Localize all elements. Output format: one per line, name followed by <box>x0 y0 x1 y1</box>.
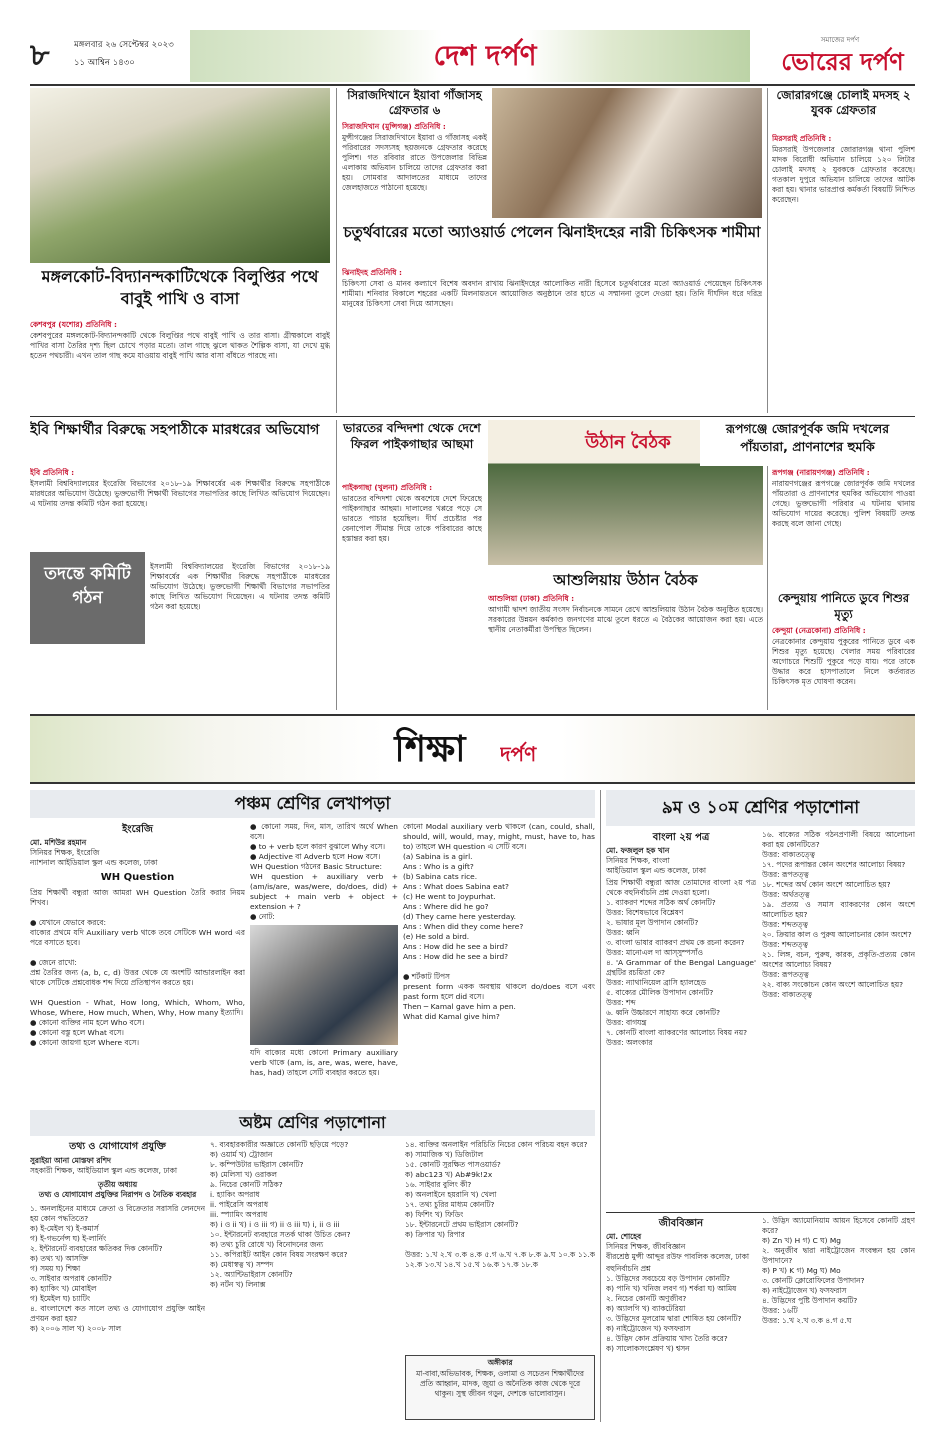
arrest-byline: সিরাজদিখান (মুন্সিগঞ্জ) প্রতিনিধি : <box>342 122 446 131</box>
award-byline: ঝিনাইদহ প্রতিনিধি : <box>342 268 402 277</box>
bio-rule <box>606 1212 915 1213</box>
education-banner-title: শিক্ষা <box>394 729 466 770</box>
babui-photo <box>30 88 330 263</box>
class9-bangla-col2: ১৬. বাক্যের সঠিক গঠনপ্রণালী বিষয়ে আলোচনা করা হয় কোনটিতে? উত্তর: বাক্যতত্ত্বে ১৭. পদের রূপান্তর কোন অংশের আলোচ্য বিষয়? উত্তর: রূপতত্ত্ব ১৮. শব্দের অর্থ কোন অংশে আলোচিত হয়? উত্তর: অর্থতত্ত্ব ১৯. প্রত্যয় ও সমাস ব্যাকরণের কোন অংশে আলোচিত হয়? উত্তর: শব্দতত্ত্ব ২০. ক্রিয়ার কাল ও পুরুষ আলোচনার কোন অংশে? উত্তর: শব্দতত্ত্ব ২১. লিঙ্গ, বচন, পুরুষ, কারক, প্রকৃতি-প্রত্যয় কোন অংশের আলোচ্য বিষয়? উত্তর: রূপতত্ত্ব ২২. বাক্য সংকোচন কোন অংশে আলোচিত হয়? উত্তর: বাক্যতত্ত্ব <box>762 830 915 999</box>
class9-bio-col2: ১. উদ্ভিদ অ্যামোনিয়াম আয়ন হিসেবে কোনটি গ্রহণ করে? ক) Zn খ) H গ) C ঘ) Mg ২. অনুজীব দ্বারা নাইট্রোজেন সংবন্ধন হয় কোন উপাদানে? ক) P খ) K গ) Mg ঘ) Mo ৩. কোনটি ক্লোরোফিলের উপাদান? ক) নাইট্রোজেন খ) ফসফরাস ৪. উদ্ভিদের পুষ্টি উপাদান কয়টি? উত্তর: ১৬টি উত্তর: ১.খ ২.খ ৩.ক ৪.গ ৫.ঘ <box>762 1216 915 1325</box>
land-byline: রূপগঞ্জ (নারায়ণগঞ্জ) প্রতিনিধি : <box>772 468 870 477</box>
class5-col3: কোনো Modal auxiliary verb থাকলে (can, could, shall, should, will, would, may, might, must, have to, has to) তাহলে WH question এ সেটি বসে। (a) Sabina is a girl. Ans : Who is a gift? (b) Sabina cats rice. Ans : What does Sabina eat? (c) He went to Joypurhat. Ans : Where did he go? (d) They came here yesterday. Ans : When did they come here? (e) He sold a bird. Ans : How did he see a bird? Ans : How did he see a bird? ● শর্টকাট টিপস present form একক অবস্থায় থাকলে do/does বসে এবং past form হলে did বসে। Then ─ Kamal gave him a pen. What did Kamal give him? <box>403 822 595 1021</box>
baithak-byline: আশুলিয়া (ঢাকা) প্রতিনিধি : <box>488 594 575 603</box>
ibi-body-cont <box>150 552 330 644</box>
land-body: নারায়ণগঞ্জের রূপগঞ্জে জোরপূর্বক জমি দখলের পাঁয়তারা ও প্রাণনাশের হুমকির অভিযোগ পাওয়া গেছে। ভুক্তভোগী পরিবার এ ঘটনায় থানায় অভিযোগ দায়ের করেছে। পুলিশ বিষয়টি তদন্ত করছে বলে জানা গেছে। <box>772 479 915 528</box>
notice-title: অঙ্গীকার <box>487 1358 513 1367</box>
return-headline: ভারতের বন্দিদশা থেকে দেশে ফিরল পাইকগাছার আছমা <box>343 421 481 451</box>
ibi-byline: ইবি প্রতিনিধি : <box>30 468 75 477</box>
class5-photo <box>250 925 398 1045</box>
issue-date-bn: ১১ আশ্বিন ১৪৩০ <box>74 58 135 68</box>
ibi-box-label: তদন্তে কমিটি গঠন <box>44 564 131 608</box>
class8-col2: ৭. ব্যবহারকারীর অজ্ঞাতে কোনটি ছড়িয়ে পড়ে? ক) ওয়ার্ম খ) ট্রোজান ৮. কম্পিউটার ভাইরাস কোনটি? ক) মেলিসা খ) ওরাকল ৯. নিচের কোনটি সঠিক? i. হ্যাকিং অপরাধ ii. পাইরেসি অপরাধ iii. স্প্যামিং অপরাধ ক) i ও ii খ) i ও iii গ) ii ও iii ঘ) i, ii ও iii ১০. ইন্টারনেট ব্যবহারে সতর্ক থাকা উচিত কেন? ক) তথ্য চুরি রোধে খ) বিনোদনের জন্য ১১. কপিরাইট আইন কোন বিষয় সংরক্ষণ করে? ক) মেধাস্বত্ব খ) সম্পদ ১২. অ্যান্টিভাইরাস কোনটি? ক) নর্টন খ) লিনাক্স <box>210 1140 351 1289</box>
section-title: দেশ দর্পণ <box>433 39 537 72</box>
section-rule <box>30 416 915 417</box>
chola-byline: মিরসরাই প্রতিনিধি : <box>772 134 832 143</box>
ibi-box <box>30 552 145 644</box>
class5-teacher-role: সিনিয়র শিক্ষক, ইংরেজি ন্যাশনাল আইডিয়াল স্কুল এন্ড কলেজ, ঢাকা <box>30 848 158 867</box>
class8-col1: ১. অনলাইনের মাধ্যমে ক্রেতা ও বিক্রেতার সরাসরি লেনদেন হয় কোন পদ্ধতিতে? ক) ই-মেইল খ) ই-কমার্স গ) ই-গভর্নেন্স ঘ) ই-লার্নিং ২. ইন্টারনেট ব্যবহারের ক্ষতিকর দিক কোনটি? ক) তথ্য খ) আসক্তি গ) সময় ঘ) শিক্ষা ৩. সাইবার অপরাধ কোনটি? ক) হ্যাকিং খ) মোবাইল গ) ইমেইল ঘ) চ্যাটিং ৪. বাংলাদেশে কত সালে তথ্য ও যোগাযোগ প্রযুক্তি আইন প্রণয়ন করা হয়? ক) ২০০৬ সাল খ) ২০০৮ সাল <box>30 1204 205 1333</box>
arrest-headline: সিরাজদিখানে ইয়াবা গাঁজাসহ গ্রেফতার ৬ <box>347 88 482 117</box>
class5-subject: ইংরেজি <box>122 824 153 835</box>
baithak-headline: আশুলিয়ায় উঠান বৈঠক <box>553 571 698 589</box>
arrest-body: মুন্সীগঞ্জের সিরাজদিখানে ইয়াবা ও গাঁজাসহ একই পরিবারের সদস্যসহ ছয়জনকে গ্রেফতার করেছে পুলিশ। গত রবিবার রাতে উপজেলার বিভিন্ন এলাকায় অভিযান চালিয়ে তাদের গ্রেফতার করা হয়। সোমবার আদালতের মাধ্যমে তাদের জেলহাজতে পাঠানো হয়েছে। <box>342 133 487 192</box>
class9-bangla-role: সিনিয়র শিক্ষক, বাংলা আইডিয়াল স্কুল এন্ড কলেজ, ঢাকা <box>606 856 707 875</box>
award-headline: চতুর্থবারের মতো অ্যাওয়ার্ড পেলেন ঝিনাইদহের নারী চিকিৎসক শামীমা <box>343 223 761 241</box>
divider <box>600 790 601 1422</box>
class9-bangla-subject: বাংলা ২য় পত্র <box>652 832 710 843</box>
award-photo <box>492 88 762 218</box>
class8-title: অষ্টম শ্রেণির পড়াশোনা <box>30 1110 595 1136</box>
issue-date: মঙ্গলবার ২৬ সেপ্টেম্বর ২০২৩ <box>74 40 174 50</box>
education-banner-sub: দর্পণ <box>500 742 537 766</box>
drown-headline: কেন্দুয়ায় পানিতে ডুবে শিশুর মৃত্যু <box>777 591 910 621</box>
page-number: ৮ <box>30 38 50 73</box>
baithak-banner-text: উঠান বৈঠক <box>585 432 671 453</box>
chola-body: মিরসরাই উপজেলার জোরারগঞ্জ থানা পুলিশ মাদক বিরোধী অভিযান চালিয়ে ১২০ লিটার চোলাই মদসহ ২ যুবককে গ্রেফতার করেছে। গতকাল দুপুরে অভিযান চালিয়ে তাদের আটক করা হয়। থানার ভারপ্রাপ্ত কর্মকর্তা বিষয়টি নিশ্চিত করেছেন। <box>772 145 915 204</box>
class8-teacher: সুরাইয়া আনা মোস্তফা রশিদ <box>30 1156 111 1165</box>
ibi-body: ইসলামী বিশ্ববিদ্যালয়ের ইংরেজি বিভাগের ২০১৮-১৯ শিক্ষাবর্ষের এক শিক্ষার্থীর বিরুদ্ধে সহপাঠীকে মারধরের অভিযোগ উঠেছে। ভুক্তভোগী শিক্ষার্থী বিভাগের সভাপতির কাছে লিখিত অভিযোগ দিয়েছেন। এ ঘটনায় তদন্ত কমিটি গঠন করা হয়েছে। <box>30 479 330 508</box>
return-byline: পাইকগাছা (খুলনা) প্রতিনিধি : <box>342 483 433 492</box>
chola-headline: জোরারগঞ্জে চোলাই মদসহ ২ যুবক গ্রেফতার <box>776 88 911 117</box>
ibi-body-filler: ইসলামী বিশ্ববিদ্যালয়ের ইংরেজি বিভাগের ২০১৮-১৯ শিক্ষাবর্ষের এক শিক্ষার্থীর বিরুদ্ধে সহপাঠীকে মারধরের অভিযোগ উঠেছে। ভুক্তভোগী শিক্ষার্থী বিভাগের সভাপতির কাছে লিখিত অভিযোগ দিয়েছেন। এ ঘটনায় তদন্ত কমিটি গঠন করা হয়েছে। <box>150 562 330 611</box>
class8-teacher-role: সহকারী শিক্ষক, আইডিয়াল স্কুল এন্ড কলেজ, ঢাকা <box>30 1166 177 1175</box>
brand-logo: ভোরের দর্পণ <box>781 48 904 76</box>
class8-subject: তথ্য ও যোগাযোগ প্রযুক্তি <box>69 1141 166 1152</box>
brand-tagline: সমাজের দর্পণ <box>820 36 860 44</box>
babui-body: কেশবপুরের মঙ্গলকোট-বিদ্যানন্দকাটি থেকে বিলুপ্তির পথে বাবুই পাখি ও তার বাসা। গ্রীষ্মকালে বাবুই পাখির বাসা তৈরির দৃশ্য ছিল চোখে পড়ার মতো। তাল গাছে ঝুলে থাকত শৈল্পিক বাসা, যা দেখে মুগ্ধ হতেন পথচারী। এখন তাল গাছ কমে যাওয়ায় বাবুই পাখি আর বাসা বাঁধতে পারছে না। <box>30 331 330 360</box>
return-body: ভারতের বন্দিদশা থেকে অবশেষে দেশে ফিরেছে পাইকগাছার আছমা। দালালের খপ্পরে পড়ে সে ভারতে পাচার হয়েছিল। দীর্ঘ প্রচেষ্টার পর বেনাপোল সীমান্ত দিয়ে তাকে পরিবারের কাছে হস্তান্তর করা হয়। <box>342 494 482 543</box>
divider <box>767 88 768 413</box>
class5-teacher: মো. মশিউর রহমান <box>30 838 87 847</box>
class8-chapter: তৃতীয় অধ্যায় তথ্য ও যোগাযোগ প্রযুক্তির নিরাপদ ও নৈতিক ব্যবহার <box>38 1180 197 1199</box>
class5-title: পঞ্চম শ্রেণির লেখাপড়া <box>30 790 595 818</box>
class5-col1: প্রিয় শিক্ষার্থী বন্ধুরা আজ আমরা WH Question তৈরি করার নিয়ম শিখব। ● যেখানে যেভাবে করবে: বাক্যের প্রথমে যদি Auxiliary verb থাকে তবে সেটিকে WH word এর পরে বসাতে হবে। ● জেনে রাখো: প্রশ্ন তৈরির জন্য (a, b, c, d) উত্তর থেকে যে অংশটি আন্ডারলাইন করা থাকে সেটিকে প্রশ্নবোধক শব্দ দিয়ে প্রতিস্থাপন করতে হয়। WH Question ‑ What, How long, Which, Whom, Who, Whose, Where, How much, When, Why, How many ইত্যাদি। ● কোনো ব্যক্তির নাম হলে Who বসে। ● কোনো বস্তু হলে What বসে। ● কোনো জায়গা হলে Where বসে। <box>30 888 245 1047</box>
land-headline: রূপগঞ্জে জোরপূর্বক জমি দখলের পাঁয়তারা, প্রাণনাশের হুমকি <box>700 420 915 466</box>
divider <box>336 420 337 710</box>
masthead <box>30 30 915 82</box>
masthead-rule <box>30 84 915 86</box>
baithak-body: আগামী দ্বাদশ জাতীয় সংসদ নির্বাচনকে সামনে রেখে আশুলিয়ায় উঠান বৈঠক অনুষ্ঠিত হয়েছে। সরকারের উন্নয়ন কর্মকাণ্ড জনগণের মাঝে তুলে ধরতে এ বৈঠকের আয়োজন করা হয়। এতে স্থানীয় নেতাকর্মীরা উপস্থিত ছিলেন। <box>488 605 763 634</box>
class5-col2: ● কোনো সময়, দিন, মাস, তারিখ অর্থে When বসে। ● to + verb হলে কারণ বুঝালে Why বসে। ● Adjective বা Adverb হলে How বসে। WH Question গঠনের Basic Structure: WH question + auxiliary verb + (am/is/are, was/were, do/does, did) + subject + main verb + object + extension + ? ● নোট: <box>250 822 398 921</box>
drown-byline: কেন্দুয়া (নেত্রকোনা) প্রতিনিধি : <box>772 626 866 635</box>
notice-box <box>405 1355 595 1420</box>
class9-title: ৯ম ও ১০ম শ্রেণির পড়াশোনা <box>606 790 915 826</box>
class9-bio-subject: জীববিজ্ঞান <box>658 1218 704 1229</box>
award-body: চিকিৎসা সেবা ও মানব কল্যাণে বিশেষ অবদান রাখায় ঝিনাইদহের আলোকিত নারী হিসেবে চতুর্থবারের মতো অ্যাওয়ার্ড পেয়েছেন চিকিৎসক শামীমা। শনিবার বিকালে শহরের একটি মিলনায়তনে আয়োজিত অনুষ্ঠানে তার হাতে এ সম্মাননা তুলে দেওয়া হয়। তিনি দীর্ঘদিন ধরে দরিদ্র মানুষের চিকিৎসা সেবা দিয়ে আসছেন। <box>342 279 762 308</box>
class5-section: WH Question <box>100 872 175 883</box>
drown-body: নেত্রকোনার কেন্দুয়ায় পুকুরের পানিতে ডুবে এক শিশুর মৃত্যু হয়েছে। খেলার সময় পরিবারের অগোচরে শিশুটি পুকুরে পড়ে যায়। পরে তাকে উদ্ধার করে হাসপাতালে নিলে কর্তব্যরত চিকিৎসক মৃত ঘোষণা করেন। <box>772 637 915 686</box>
ibi-headline: ইবি শিক্ষার্থীর বিরুদ্ধে সহপাঠীকে মারধরের অভিযোগ <box>30 422 320 438</box>
education-banner <box>30 714 915 784</box>
class9-bangla-teacher: মো. ফজলুল হক খান <box>606 846 670 855</box>
babui-headline: মঙ্গলকোট-বিদ্যানন্দকাটিথেকে বিলুপ্তির পথে বাবুই পাখি ও বাসা <box>41 267 319 308</box>
class9-bio-role: সিনিয়র শিক্ষক, জীববিজ্ঞান বীরশ্রেষ্ঠ মুন্সী আব্দুর রউফ পাবলিক কলেজ, ঢাকা <box>606 1242 749 1261</box>
class9-bio-col1: বহুনির্বাচনি প্রশ্ন ১. উদ্ভিদের সবচেয়ে বড় উপাদান কোনটি? ক) পানি খ) খনিজ লবণ গ) শর্করা ঘ) আমিষ ২. নিচের কোনটি অণুজীব? ক) অ্যালগি খ) ব্যাকটেরিয়া ৩. উদ্ভিদের মূলরোম দ্বারা শোষিত হয় কোনটি? ক) নাইট্রোজেন খ) ফসফরাস ৪. উদ্ভিদ কোন প্রক্রিয়ায় খাদ্য তৈরি করে? ক) সালোকসংশ্লেষণ খ) শ্বসন <box>606 1264 742 1353</box>
class9-bio-teacher: মো. শোহেব <box>606 1232 642 1241</box>
class9-bangla-col1: প্রিয় শিক্ষার্থী বন্ধুরা আজ তোমাদের বাংলা ২য় পত্র থেকে বহুনির্বাচনি প্রশ্ন দেওয়া হলো। ১. ব্যাকরণ শব্দের সঠিক অর্থ কোনটি? উত্তর: বিশেষভাবে বিশ্লেষণ ২. ভাষার মূল উপাদান কোনটি? উত্তর: ধ্বনি ৩. বাংলা ভাষার ব্যাকরণ প্রথম কে রচনা করেন? উত্তর: মানোএল দা আস্‌সুম্পসাঁও ৪. 'A Grammar of the Bengal Language' গ্রন্থটির রচয়িতা কে? উত্তর: ন্যাথানিয়েল ব্রাসি হ্যালহেড ৫. বাক্যের মৌলিক উপাদান কোনটি? উত্তর: শব্দ ৬. ধ্বনি উচ্চারণে সাহায্য করে কোনটি? উত্তর: বাগযন্ত্র ৭. কোনটি বাংলা ব্যাকরণের আলোচ্য বিষয় নয়? উত্তর: অলংকার <box>606 878 756 1047</box>
class5-caption: যদি বাক্যের মধ্যে কোনো Primary auxiliary verb থাকে (am, is, are, was, were, have, has, had) তাহলে সেটি ব্যবহার করতে হয়। <box>250 1048 398 1077</box>
class8-col3: ১৪. ব্যক্তির অনলাইন পরিচিতি নিচের কোন পরিচয় বহন করে? ক) সামাজিক খ) ডিজিটাল ১৫. কোনটি সুরক্ষিত পাসওয়ার্ড? ক) abc123 খ) Ab#9k!2x ১৬. সাইবার বুলিং কী? ক) অনলাইনে হয়রানি খ) খেলা ১৭. তথ্য চুরির মাধ্যম কোনটি? ক) ফিশিং খ) ফিডিং ১৮. ইন্টারনেটে প্রথম ভাইরাস কোনটি? ক) ক্রিপার খ) রিপার উত্তর: ১.খ ২.খ ৩.ক ৪.ক ৫.গ ৬.খ ৭.ক ৮.ক ৯.ঘ ১০.ক ১১.ক ১২.ক ১৩.খ ১৪.খ ১৫.খ ১৬.ক ১৭.ক ১৮.ক <box>405 1140 595 1269</box>
babui-byline: কেশবপুর (যশোর) প্রতিনিধি : <box>30 320 117 329</box>
divider <box>336 88 337 413</box>
notice-text: মা-বাবা,অভিভাবক, শিক্ষক, ওলামা ও সচেতন শিক্ষার্থীদের প্রতি আহ্বান, মাদক, জুয়া ও অনৈতিক কাজ থেকে দূরে থাকুন। সুস্থ জীবন গড়ুন, দেশকে ভালোবাসুন। <box>416 1369 584 1398</box>
